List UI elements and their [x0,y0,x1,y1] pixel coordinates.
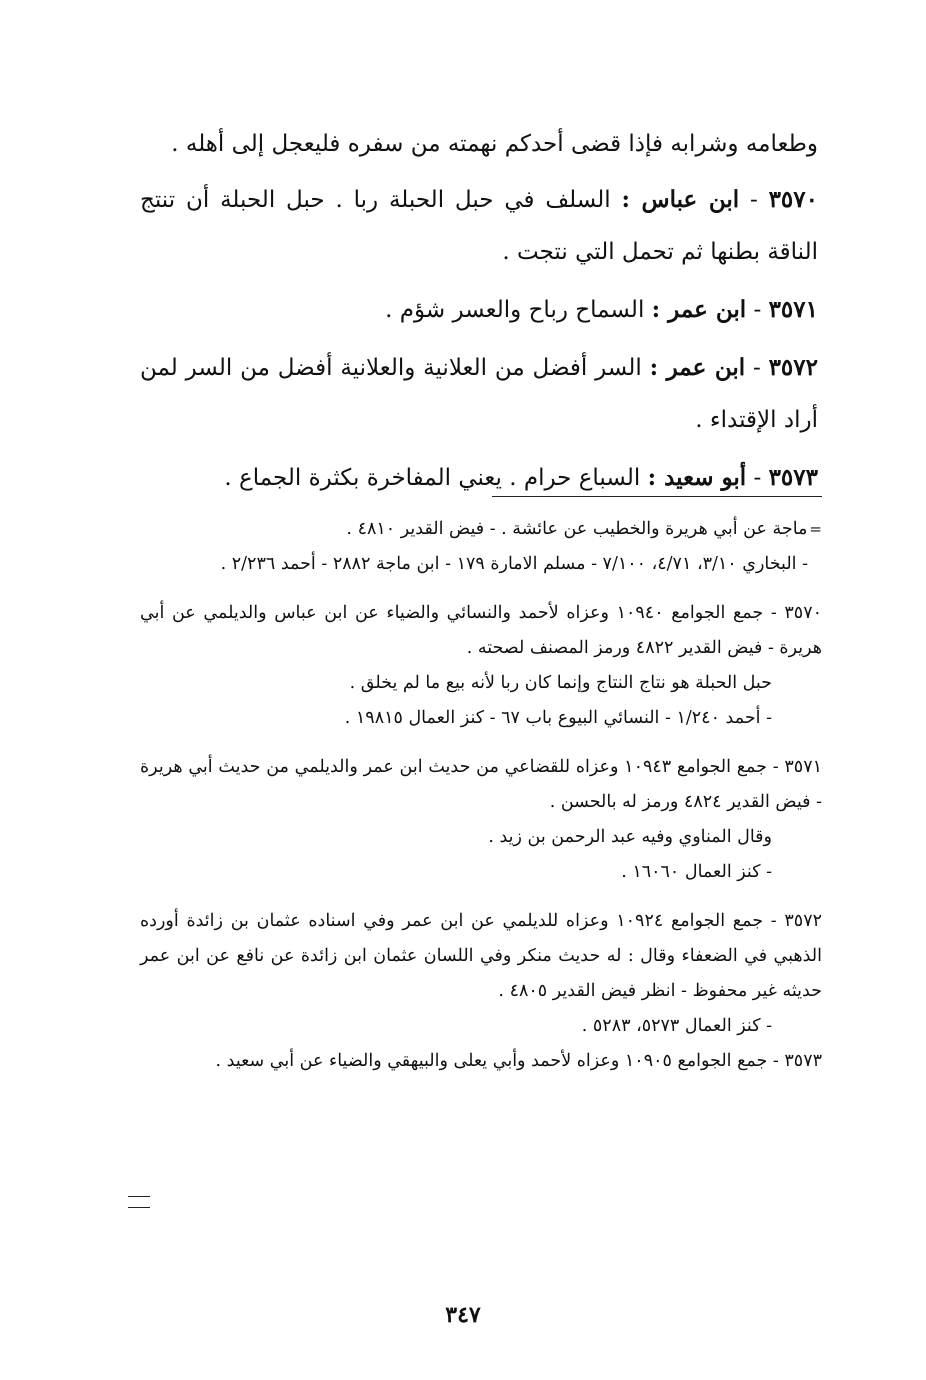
hadith-number: ٣٥٧٣ [768,464,818,491]
continuation-line: وطعامه وشرابه فإذا قضى أحدكم نهمته من سفره فليعجل إلى أهله . [171,131,818,157]
hadith-text: السلف في حبل الحبلة ربا . حبل الحبلة أن تنتج الناقة بطنها ثم تحمل التي نتجت . [140,187,818,265]
footnote-main: ٣٥٧١ - جمع الجوامع ١٠٩٤٣ وعزاه للقضاعي من حديث ابن عمر والديلمي من حديث أبي هريرة - فيض القدير ٤٨٢٤ ورمز له بالحسن . [140,757,823,812]
hadith-text: السباع حرام . يعني المفاخرة بكثرة الجماع . [224,465,641,491]
hadith-entry-3571 [140,284,818,336]
hadith-narrator: أبو سعيد : [647,464,747,491]
footnote-separator [492,496,822,497]
dash: - [746,465,769,491]
dash: - [746,297,769,323]
hadith-narrator: ابن عمر : [649,354,746,381]
footnote-end-mark [128,1196,150,1208]
footnote-3570 [140,596,822,736]
continuation-mark: = [809,520,822,538]
page-number: ٣٤٧ [445,1302,481,1328]
footnote-sub: - كنز العمال ١٦٠٦٠ . [621,862,772,882]
hadith-number: ٣٥٧٢ [768,354,818,381]
hadith-number: ٣٥٧١ [768,296,818,323]
hadith-text: السر أفضل من العلانية والعلانية أفضل من السر لمن أراد الإقتداء . [140,355,818,433]
footnote-sub: حبل الحبلة هو نتاج النتاج وإنما كان ربا لأنه بيع ما لم يخلق . [349,673,772,693]
hadith-entry-3570 [140,174,818,278]
hadith-number: ٣٥٧٠ [768,186,818,213]
footnote-3572 [140,904,822,1079]
hadith-narrator: ابن عباس : [621,186,740,213]
main-text [140,118,818,510]
footnote-sub: - كنز العمال ٥٢٧٣، ٥٢٨٣ . [581,1016,772,1036]
footnote-text: ماجة عن أبي هريرة والخطيب عن عائشة . - فيض القدير ٤٨١٠ . [346,519,808,539]
footnote-main: ٣٥٧٣ - جمع الجوامع ١٠٩٠٥ وعزاه لأحمد وأبي يعلى والبيهقي والضياء عن أبي سعيد . [215,1051,822,1071]
hadith-text: السماح رباح والعسر شؤم . [385,297,645,323]
footnote-sub: - أحمد ١/٢٤٠ - النسائي البيوع باب ٦٧ - كنز العمال ١٩٨١٥ . [344,708,772,728]
footnote-main: ٣٥٧٢ - جمع الجوامع ١٠٩٢٤ وعزاه للديلمي عن ابن عمر وفي اسناده عثمان بن زائدة أورده الذهبي في الضعفاء وقال : له حديث منكر وفي اللسان عثمان ابن زائدة عن نافع عن ابن عمر حديثه غير محفوظ - انظر فيض القدير ٤٨٠٥ . [140,911,822,1001]
footnotes [140,512,822,1079]
dash: - [739,187,769,213]
footnote-3571 [140,750,822,890]
hadith-entry-3572 [140,342,818,446]
footnote-text: - البخاري ٣/١٠، ٤/٧١، ٧/١٠٠ - مسلم الامارة ١٧٩ - ابن ماجة ٢٨٨٢ - أحمد ٢/٢٣٦ . [220,554,808,574]
dash: - [745,355,769,381]
footnote-continuation [140,512,822,547]
hadith-narrator: ابن عمر : [651,296,747,323]
footnote-sub: وقال المناوي وفيه عبد الرحمن بن زيد . [488,827,772,847]
footnote-main: ٣٥٧٠ - جمع الجوامع ١٠٩٤٠ وعزاه لأحمد والنسائي والضياء عن ابن عباس والديلمي عن أبي هريرة - فيض القدير ٤٨٢٢ ورمز المصنف لصحته . [140,603,823,658]
